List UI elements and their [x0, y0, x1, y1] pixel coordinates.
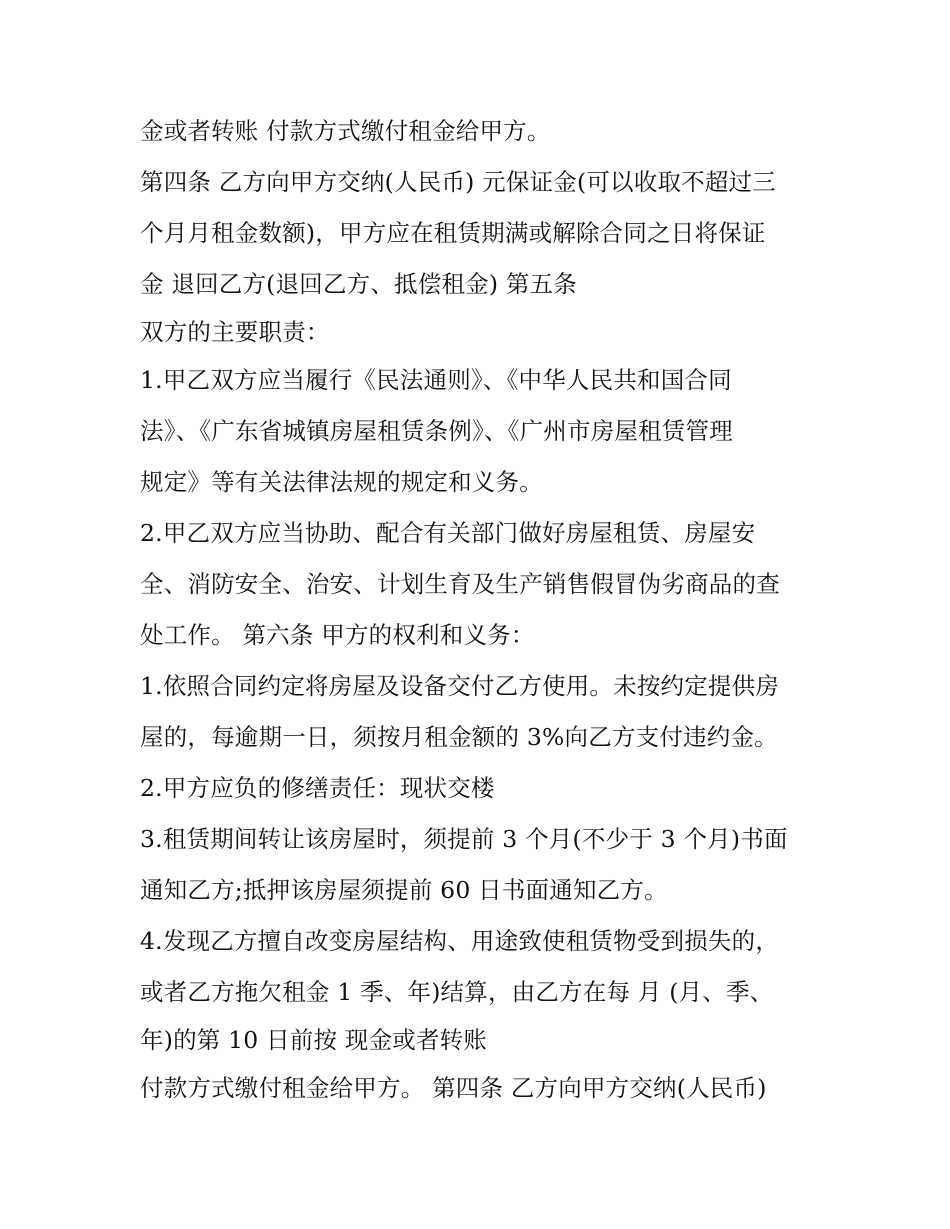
text-line: 通知乙方;抵押该房屋须提前 60 日书面通知乙方。: [140, 876, 668, 904]
text-line: 双方的主要职责：: [140, 318, 330, 346]
text-line: 处工作。 第六条 甲方的权利和义务：: [140, 621, 535, 649]
text-line: 或者乙方拖欠租金 1 季、年)结算，由乙方在每 月 (月、季、: [140, 978, 774, 1006]
text-line: 3.租赁期间转让该房屋时，须提前 3 个月(不少于 3 个月)书面: [140, 825, 788, 853]
text-line: 金 退回乙方(退回乙方、抵偿租金) 第五条: [140, 270, 577, 298]
text-line: 规定》等有关法律法规的规定和义务。: [140, 468, 543, 496]
text-line: 4.发现乙方擅自改变房屋结构、用途致使租赁物受到损失的，: [140, 927, 780, 955]
text-line: 个月月租金数额)，甲方应在租赁期满或解除合同之日将保证: [140, 219, 766, 247]
text-line: 2.甲方应负的修缮责任：现状交楼: [140, 774, 495, 802]
text-line: 1.依照合同约定将房屋及设备交付乙方使用。未按约定提供房: [140, 672, 780, 700]
text-line: 年)的第 10 日前按 现金或者转账: [140, 1026, 488, 1054]
text-line: 金或者转账 付款方式缴付租金给甲方。: [140, 117, 551, 145]
text-line: 法》、《广东省城镇房屋租赁条例》、《广州市房屋租赁管理: [140, 417, 733, 445]
text-line: 屋的，每逾期一日，须按月租金额的 3%向乙方支付违约金。: [140, 723, 778, 751]
text-line: 第四条 乙方向甲方交纳(人民币) 元保证金(可以收取不超过三: [140, 168, 776, 196]
text-line: 付款方式缴付租金给甲方。 第四条 乙方向甲方交纳(人民币): [140, 1074, 767, 1102]
text-line: 1.甲乙双方应当履行《民法通则》、《中华人民共和国合同: [140, 366, 732, 394]
text-line: 2.甲乙双方应当协助、配合有关部门做好房屋租赁、房屋安: [140, 519, 756, 547]
document-body: [140, 106, 830, 1114]
text-line: 全、消防安全、治安、计划生育及生产销售假冒伪劣商品的查: [140, 570, 780, 598]
